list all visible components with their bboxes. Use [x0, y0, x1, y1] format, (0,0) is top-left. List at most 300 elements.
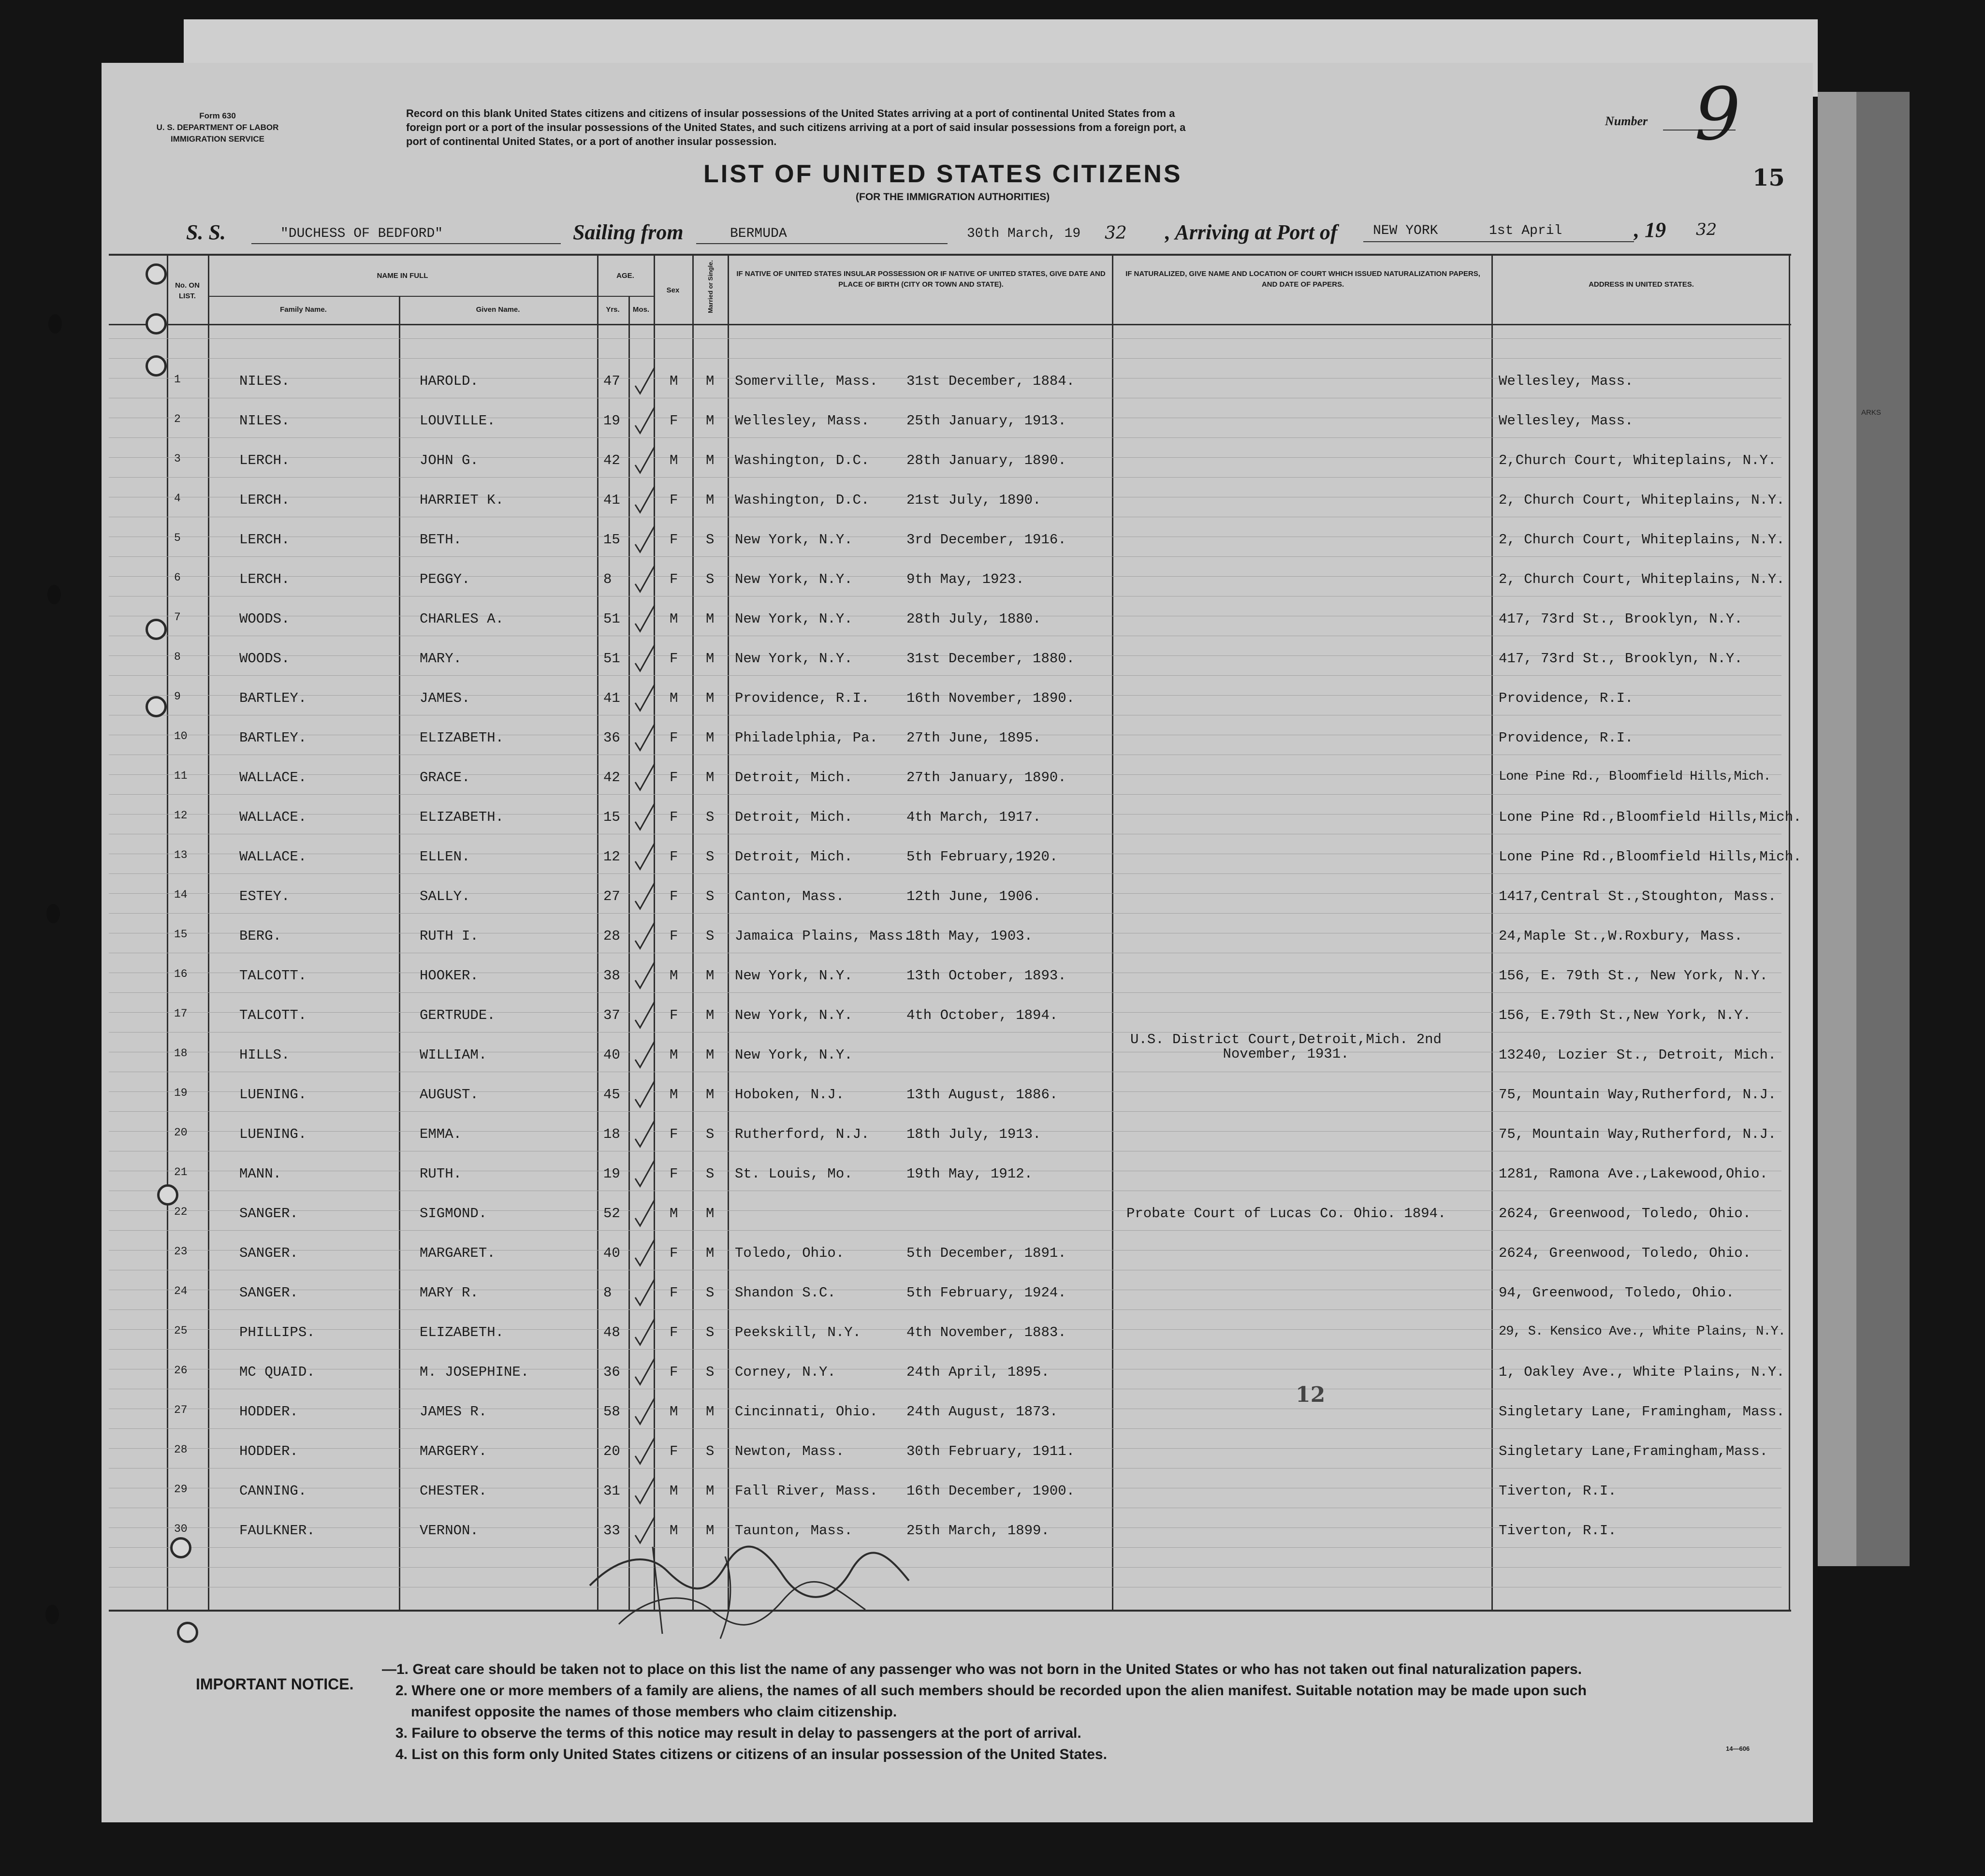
arrival-underline [1363, 241, 1634, 242]
us-address: 13240, Lozier St., Detroit, Mich. [1499, 1047, 1777, 1063]
us-address: 29, S. Kensico Ave., White Plains, N.Y. [1499, 1324, 1785, 1339]
marital-status: M [706, 1245, 715, 1261]
birth-place: Wellesley, Mass. [735, 413, 870, 429]
family-name: SANGER. [239, 1206, 298, 1222]
birth-place: Washington, D.C. [735, 452, 870, 468]
family-name: WOODS. [239, 651, 290, 667]
ruled-line [109, 1309, 1781, 1310]
check-mark-icon [633, 1040, 656, 1069]
birth-date: 24th August, 1873. [906, 1404, 1058, 1420]
us-address: 94, Greenwood, Toledo, Ohio. [1499, 1285, 1735, 1301]
side-fragment-text: ARKS [1861, 408, 1881, 417]
age-years: 19 [603, 1166, 620, 1182]
birth-date: 5th February, 1924. [906, 1285, 1066, 1301]
row-number: 27 [174, 1404, 188, 1416]
marital-status: M [706, 492, 715, 508]
ruled-line [109, 1468, 1781, 1469]
row-number: 10 [174, 730, 188, 742]
family-name: LUENING. [239, 1126, 307, 1142]
age-years: 40 [603, 1245, 620, 1261]
birth-date: 27th June, 1895. [906, 730, 1041, 746]
birth-date: 27th January, 1890. [906, 770, 1066, 785]
check-mark-icon [633, 1318, 656, 1347]
family-name: FAULKNER. [239, 1523, 315, 1539]
marital-status: M [706, 1404, 715, 1420]
given-name: VERNON. [420, 1523, 479, 1539]
birth-place: New York, N.Y. [735, 532, 853, 548]
marital-status: M [706, 373, 715, 389]
birth-place: Jamaica Plains, Mass. [735, 928, 912, 944]
family-name: WALLACE. [239, 770, 307, 785]
sex: M [670, 1523, 678, 1539]
us-address: 2, Church Court, Whiteplains, N.Y. [1499, 532, 1785, 548]
us-address: 156, E. 79th St., New York, N.Y. [1499, 968, 1768, 984]
row-number: 29 [174, 1483, 188, 1496]
age-years: 12 [603, 849, 620, 865]
age-years: 42 [603, 452, 620, 468]
check-mark-icon [633, 1357, 656, 1386]
sex: F [670, 1166, 678, 1182]
us-address: 24,Maple St.,W.Roxbury, Mass. [1499, 928, 1743, 944]
marital-status: S [706, 888, 715, 904]
marital-status: S [706, 571, 715, 587]
birth-place: New York, N.Y. [735, 1007, 853, 1023]
birth-place: Providence, R.I. [735, 690, 870, 706]
ruled-line [109, 1547, 1781, 1548]
notice-item-3: 3. Failure to observe the terms of this notice may result in delay to passengers at the port of arrival. [395, 1725, 1081, 1741]
row-number: 22 [174, 1206, 188, 1218]
family-name: LERCH. [239, 492, 290, 508]
department-name: U. S. DEPARTMENT OF LABOR [156, 123, 279, 132]
family-name: LUENING. [239, 1087, 307, 1103]
row-number: 23 [174, 1245, 188, 1258]
birth-place: Fall River, Mass. [735, 1483, 878, 1499]
family-name: NILES. [239, 373, 290, 389]
given-name: MARY R. [420, 1285, 479, 1301]
us-address: Lone Pine Rd., Bloomfield Hills,Mich. [1499, 770, 1771, 784]
age-years: 8 [603, 1285, 612, 1301]
age-years: 19 [603, 413, 620, 429]
arrival-date: 1st April [1489, 223, 1562, 238]
name-subheader-rule [208, 296, 597, 297]
birth-place: New York, N.Y. [735, 651, 853, 667]
family-name: MC QUAID. [239, 1364, 315, 1380]
row-number: 19 [174, 1087, 188, 1099]
check-mark-icon [633, 882, 656, 911]
stacked-page-edge [1856, 92, 1910, 1566]
sex: F [670, 413, 678, 429]
sex: M [670, 1047, 678, 1063]
page-title: LIST OF UNITED STATES CITIZENS [703, 160, 1182, 188]
table-top-rule [109, 254, 1791, 256]
marital-status: S [706, 1285, 715, 1301]
age-years: 47 [603, 373, 620, 389]
ruled-line [109, 1230, 1781, 1231]
marital-status: M [706, 1523, 715, 1539]
check-mark-icon [633, 1080, 656, 1109]
sex: F [670, 888, 678, 904]
us-address: 75, Mountain Way,Rutherford, N.J. [1499, 1126, 1777, 1142]
sailing-date: 30th March, 19 [967, 226, 1081, 241]
given-name: CHARLES A. [420, 611, 504, 627]
birth-date: 16th December, 1900. [906, 1483, 1075, 1499]
instruction-line-3: port of continental United States, or a port of another insular possession. [406, 135, 777, 147]
marital-status: M [706, 690, 715, 706]
col-header-birth: IF NATIVE OF UNITED STATES INSULAR POSSESSION OR IF NATIVE OF UNITED STATES, GIVE DATE AND PLACE OF BIRTH (CITY OR TOWN AND STATE). [736, 270, 1106, 289]
us-address: Tiverton, R.I. [1499, 1523, 1617, 1539]
given-name: HOOKER. [420, 968, 479, 984]
us-address: Providence, R.I. [1499, 730, 1634, 746]
age-years: 51 [603, 611, 620, 627]
sex: F [670, 492, 678, 508]
family-name: MANN. [239, 1166, 282, 1182]
row-number: 11 [174, 770, 188, 782]
binding-hole [48, 314, 62, 334]
marital-status: M [706, 452, 715, 468]
birth-place: Somerville, Mass. [735, 373, 878, 389]
sex: M [670, 968, 678, 984]
check-mark-icon [633, 485, 656, 514]
marital-status: M [706, 611, 715, 627]
ruled-line [109, 1428, 1781, 1429]
page-subtitle: (FOR THE IMMIGRATION AUTHORITIES) [856, 191, 1050, 203]
given-name: RUTH I. [420, 928, 479, 944]
check-mark-icon [633, 1120, 656, 1149]
birth-place: Shandon S.C. [735, 1285, 836, 1301]
us-address: Singletary Lane,Framingham,Mass. [1499, 1443, 1768, 1459]
given-name: HAROLD. [420, 373, 479, 389]
ruled-line [109, 794, 1781, 795]
col-header-no: No. ON LIST. [175, 281, 200, 300]
family-name: NILES. [239, 413, 290, 429]
family-name: LERCH. [239, 532, 290, 548]
marital-status: S [706, 849, 715, 865]
given-name: SIGMOND. [420, 1206, 487, 1222]
family-name: BERG. [239, 928, 282, 944]
page-number: 15 [1752, 164, 1785, 191]
column-rule [1789, 254, 1790, 1610]
marital-status: S [706, 1364, 715, 1380]
family-name: ESTEY. [239, 888, 290, 904]
family-name: PHILLIPS. [239, 1324, 315, 1340]
age-years: 36 [603, 1364, 620, 1380]
family-name: SANGER. [239, 1285, 298, 1301]
birth-date: 25th March, 1899. [906, 1523, 1050, 1539]
sailing-from-label: Sailing from [573, 220, 684, 244]
check-mark-icon [633, 406, 656, 435]
given-name: JOHN G. [420, 452, 479, 468]
marital-status: M [706, 1483, 715, 1499]
given-name: PEGGY. [420, 571, 470, 587]
sex: M [670, 1483, 678, 1499]
row-number: 6 [174, 571, 181, 584]
sex: F [670, 1245, 678, 1261]
age-years: 15 [603, 809, 620, 825]
birth-date: 28th January, 1890. [906, 452, 1066, 468]
birth-date: 4th November, 1883. [906, 1324, 1066, 1340]
arrival-year: 32 [1696, 220, 1717, 239]
age-years: 58 [603, 1404, 620, 1420]
age-years: 33 [603, 1523, 620, 1539]
age-years: 52 [603, 1206, 620, 1222]
ruled-line [109, 675, 1781, 676]
us-address: 417, 73rd St., Brooklyn, N.Y. [1499, 651, 1743, 667]
check-mark-icon [633, 1238, 656, 1267]
sex: F [670, 730, 678, 746]
given-name: RUTH. [420, 1166, 462, 1182]
family-name: BARTLEY. [239, 730, 307, 746]
notice-item-1: —1. Great care should be taken not to place on this list the name of any passenger who was not born in the United States or who has not taken out final naturalization papers. [382, 1661, 1582, 1677]
given-name: ELLEN. [420, 849, 470, 865]
birth-place: Washington, D.C. [735, 492, 870, 508]
age-years: 31 [603, 1483, 620, 1499]
table-bottom-rule [109, 1610, 1791, 1612]
birth-date: 12th June, 1906. [906, 888, 1041, 904]
birth-place: New York, N.Y. [735, 968, 853, 984]
naturalization-court: U.S. District Court,Detroit,Mich. 2nd November, 1931. [1130, 1032, 1442, 1062]
row-number: 5 [174, 532, 181, 544]
birth-place: Cincinnati, Ohio. [735, 1404, 878, 1420]
birth-date: 31st December, 1884. [906, 373, 1075, 389]
sex: M [670, 373, 678, 389]
punch-hole [146, 355, 167, 377]
us-address: 1417,Central St.,Stoughton, Mass. [1499, 888, 1777, 904]
naturalization-court: Probate Court of Lucas Co. Ohio. 1894. [1126, 1206, 1446, 1222]
check-mark-icon [633, 565, 656, 594]
ship-underline [251, 243, 561, 244]
check-mark-icon [633, 921, 656, 950]
birth-date: 4th March, 1917. [906, 809, 1041, 825]
us-address: Lone Pine Rd.,Bloomfield Hills,Mich. [1499, 809, 1802, 825]
row-number: 30 [174, 1523, 188, 1535]
age-years: 42 [603, 770, 620, 785]
given-name: M. JOSEPHINE. [420, 1364, 529, 1380]
binding-hole [47, 585, 61, 604]
sex: F [670, 1324, 678, 1340]
binding-hole [46, 904, 60, 923]
row-number: 7 [174, 611, 181, 624]
row-number: 28 [174, 1443, 188, 1456]
notice-item-2: 2. Where one or more members of a family are aliens, the names of all such members should be recorded upon the alien manifest. Suitable notation may be made upon such [395, 1683, 1587, 1699]
sex: F [670, 651, 678, 667]
instruction-line-1: Record on this blank United States citizens and citizens of insular possessions of the United States arriving at a port of continental United States from a [406, 107, 1175, 119]
check-mark-icon [633, 1001, 656, 1030]
marital-status: M [706, 413, 715, 429]
birth-date: 18th May, 1903. [906, 928, 1033, 944]
given-name: LOUVILLE. [420, 413, 496, 429]
birth-date: 5th February,1920. [906, 849, 1058, 865]
col-header-yrs: Yrs. [606, 305, 620, 314]
check-mark-icon [633, 446, 656, 475]
birth-date: 25th January, 1913. [906, 413, 1066, 429]
ruled-line [109, 437, 1781, 438]
birth-place: Corney, N.Y. [735, 1364, 836, 1380]
given-name: ELIZABETH. [420, 809, 504, 825]
age-years: 38 [603, 968, 620, 984]
birth-date: 9th May, 1923. [906, 571, 1024, 587]
age-years: 27 [603, 888, 620, 904]
family-name: BARTLEY. [239, 690, 307, 706]
us-address: 2, Church Court, Whiteplains, N.Y. [1499, 492, 1785, 508]
given-name: GRACE. [420, 770, 470, 785]
us-address: Lone Pine Rd.,Bloomfield Hills,Mich. [1499, 849, 1802, 865]
given-name: AUGUST. [420, 1087, 479, 1103]
check-mark-icon [633, 961, 656, 990]
departure-port: BERMUDA [730, 226, 787, 241]
row-number: 18 [174, 1047, 188, 1060]
birth-place: Canton, Mass. [735, 888, 845, 904]
given-name: JAMES. [420, 690, 470, 706]
age-years: 20 [603, 1443, 620, 1459]
family-name: LERCH. [239, 452, 290, 468]
marital-status: M [706, 1206, 715, 1222]
family-name: HODDER. [239, 1443, 298, 1459]
given-name: SALLY. [420, 888, 470, 904]
sex: F [670, 1443, 678, 1459]
col-header-age: AGE. [616, 272, 634, 280]
age-years: 18 [603, 1126, 620, 1142]
us-address: 417, 73rd St., Brooklyn, N.Y. [1499, 611, 1743, 627]
table-header-rule [109, 324, 1791, 325]
us-address: Singletary Lane, Framingham, Mass. [1499, 1404, 1785, 1420]
given-name: GERTRUDE. [420, 1007, 496, 1023]
birth-place: Taunton, Mass. [735, 1523, 853, 1539]
check-mark-icon [633, 604, 656, 633]
birth-date: 31st December, 1880. [906, 651, 1075, 667]
age-years: 41 [603, 690, 620, 706]
birth-date: 24th April, 1895. [906, 1364, 1050, 1380]
row-number: 14 [174, 888, 188, 901]
marital-status: M [706, 1007, 715, 1023]
family-name: TALCOTT. [239, 968, 307, 984]
age-years: 15 [603, 532, 620, 548]
ruled-line [109, 338, 1781, 339]
ruled-line [109, 992, 1781, 993]
age-years: 37 [603, 1007, 620, 1023]
age-years: 41 [603, 492, 620, 508]
sex: M [670, 1206, 678, 1222]
marital-status: S [706, 532, 715, 548]
age-years: 40 [603, 1047, 620, 1063]
row-number: 21 [174, 1166, 188, 1178]
given-name: CHESTER. [420, 1483, 487, 1499]
punch-hole [177, 1622, 198, 1643]
marital-status: M [706, 1047, 715, 1063]
sex: M [670, 611, 678, 627]
given-name: BETH. [420, 532, 462, 548]
family-name: TALCOTT. [239, 1007, 307, 1023]
marital-status: S [706, 1324, 715, 1340]
row-number: 17 [174, 1007, 188, 1020]
row-number: 15 [174, 928, 188, 941]
arrival-year-prefix: , 19 [1634, 218, 1666, 242]
sex: M [670, 690, 678, 706]
birth-place: St. Louis, Mo. [735, 1166, 853, 1182]
row-number: 1 [174, 373, 181, 386]
punch-hole [146, 263, 167, 285]
ruled-line [109, 1111, 1781, 1112]
us-address: 2,Church Court, Whiteplains, N.Y. [1499, 452, 1777, 468]
punch-hole [146, 313, 167, 334]
check-mark-icon [633, 1476, 656, 1505]
age-years: 28 [603, 928, 620, 944]
ruled-line [109, 913, 1781, 914]
sex: M [670, 452, 678, 468]
row-number: 2 [174, 413, 181, 425]
row-number: 3 [174, 452, 181, 465]
birth-date: 30th February, 1911. [906, 1443, 1075, 1459]
check-mark-icon [633, 644, 656, 673]
birth-date: 28th July, 1880. [906, 611, 1041, 627]
marital-status: M [706, 1087, 715, 1103]
inspector-signature [580, 1527, 919, 1643]
age-years: 8 [603, 571, 612, 587]
marital-status: S [706, 928, 715, 944]
sex: F [670, 571, 678, 587]
marital-status: M [706, 770, 715, 785]
us-address: Tiverton, R.I. [1499, 1483, 1617, 1499]
birth-date: 19th May, 1912. [906, 1166, 1033, 1182]
check-mark-icon [633, 763, 656, 792]
birth-place: Rutherford, N.J. [735, 1126, 870, 1142]
handwritten-list-number: 9 [1694, 73, 1741, 157]
binding-hole [45, 1605, 59, 1624]
birth-place: New York, N.Y. [735, 1047, 853, 1063]
marital-status: S [706, 1166, 715, 1182]
notice-item-2-cont: manifest opposite the names of those members who claim citizenship. [411, 1704, 897, 1720]
row-number: 9 [174, 690, 181, 703]
margin-note: 12 [1296, 1382, 1326, 1407]
birth-date: 13th August, 1886. [906, 1087, 1058, 1103]
given-name: ELIZABETH. [420, 730, 504, 746]
sex: F [670, 1126, 678, 1142]
check-mark-icon [633, 802, 656, 831]
marital-status: S [706, 1126, 715, 1142]
col-header-given: Given Name. [476, 305, 520, 314]
birth-place: Detroit, Mich. [735, 809, 853, 825]
row-number: 25 [174, 1324, 188, 1337]
birth-place: Philadelphia, Pa. [735, 730, 878, 746]
row-number: 16 [174, 968, 188, 980]
birth-place: Detroit, Mich. [735, 849, 853, 865]
ruled-line [109, 873, 1781, 874]
col-header-family: Family Name. [280, 305, 327, 314]
check-mark-icon [633, 684, 656, 713]
family-name: WOODS. [239, 611, 290, 627]
birth-date: 18th July, 1913. [906, 1126, 1041, 1142]
given-name: JAMES R. [420, 1404, 487, 1420]
check-mark-icon [633, 723, 656, 752]
birth-place: Newton, Mass. [735, 1443, 845, 1459]
given-name: MARGARET. [420, 1245, 496, 1261]
form-print-code: 14—606 [1726, 1745, 1750, 1752]
check-mark-icon [633, 1159, 656, 1188]
col-header-mos: Mos. [632, 305, 650, 314]
punch-hole [157, 1184, 178, 1206]
ruled-line [109, 477, 1781, 478]
given-name: HARRIET K. [420, 492, 504, 508]
col-header-marital: Married or Single. [707, 260, 714, 313]
row-number: 20 [174, 1126, 188, 1139]
marital-status: S [706, 809, 715, 825]
sex: F [670, 770, 678, 785]
birth-date: 16th November, 1890. [906, 690, 1075, 706]
form-number: Form 630 [199, 111, 236, 120]
row-number: 12 [174, 809, 188, 822]
us-address: 156, E.79th St.,New York, N.Y. [1499, 1007, 1751, 1023]
us-address: 1, Oakley Ave., White Plains, N.Y. [1499, 1364, 1785, 1380]
age-subheader-rule [597, 296, 654, 297]
